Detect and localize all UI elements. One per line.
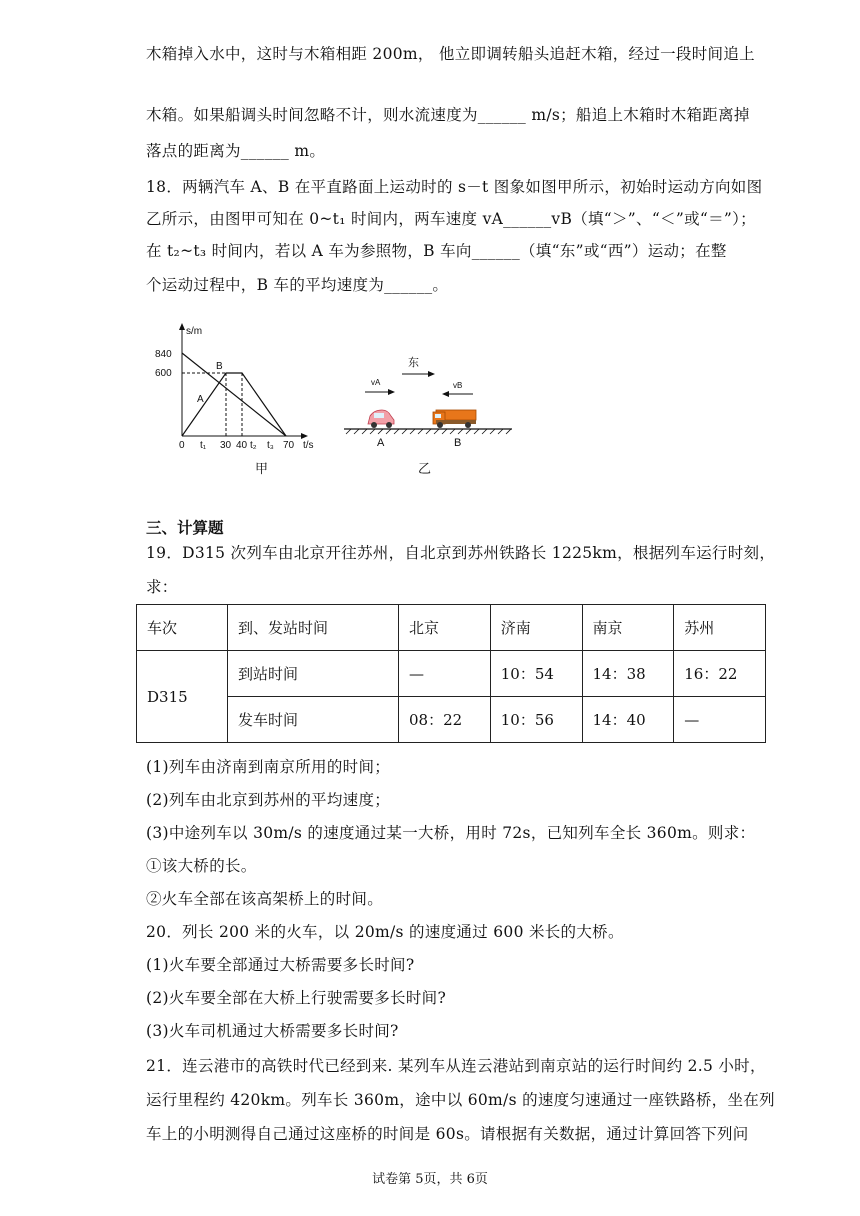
car-b-label: B	[454, 437, 462, 449]
q19-part-2: (2)列车由北京到苏州的平均速度；	[146, 791, 391, 809]
car-a-icon	[368, 410, 394, 428]
timetable	[136, 604, 766, 743]
table-header-cell: 苏州	[674, 605, 766, 651]
q19-line-2: 求：	[146, 578, 178, 596]
q18-line-1: 18．两辆汽车 A、B 在平直路面上运动时的 s－t 图象如图甲所示，初始时运动方向如图	[146, 178, 763, 196]
y-axis-label: s/m	[186, 326, 203, 337]
x-tick-0: 0	[179, 440, 185, 451]
q19-part-1: (1)列车由济南到南京所用的时间；	[146, 758, 391, 776]
q19-part-5: ②火车全部在该高架桥上的时间。	[146, 890, 384, 908]
q19-part-4: ①该大桥的长。	[146, 857, 257, 875]
table-row	[137, 697, 766, 743]
page-footer: 试卷第 5页，共 6页	[372, 1172, 488, 1187]
label-B: B	[216, 361, 223, 372]
q21-line-2: 运行里程约 420km。列车长 360m，途中以 60m/s 的速度匀速通过一座铁路桥，坐在列	[146, 1091, 775, 1109]
table-cell: 到站时间	[228, 651, 399, 697]
table-cell: 08：22	[399, 697, 491, 743]
q19-line-1: 19．D315 次列车由北京开往苏州，自北京到苏州铁路长 1225km，根据列车运行时刻，	[146, 544, 776, 562]
table-header-row	[137, 605, 766, 651]
table-header-cell: 济南	[490, 605, 582, 651]
q19-part-3: (3)中途列车以 30m/s 的速度通过某一大桥，用时 72s，已知列车全长 360m。则求：	[146, 824, 756, 842]
table-header-cell: 北京	[399, 605, 491, 651]
caption-jia: 甲	[255, 462, 269, 477]
q20-line-3: (2)火车要全部在大桥上行驶需要多长时间?	[146, 989, 447, 1007]
va-label: vA	[371, 378, 381, 387]
table-cell: 14：38	[582, 651, 674, 697]
table-header-cell: 南京	[582, 605, 674, 651]
x-tick-70: 70	[283, 440, 295, 451]
table-header-cell: 到、发站时间	[228, 605, 399, 651]
x-tick-30: 30	[220, 440, 232, 451]
table-cell: 10：56	[490, 697, 582, 743]
table-cell: 发车时间	[228, 697, 399, 743]
q18-line-2: 乙所示，由图甲可知在 0~t₁ 时间内，两车速度 vA______vB（填“＞”、“＜”或“＝”）；	[146, 210, 756, 228]
caption-yi: 乙	[418, 462, 432, 477]
x-tick-t2: t₂	[250, 440, 257, 451]
truck-b-icon	[433, 410, 476, 428]
table-row	[137, 651, 766, 697]
q17-line-1: 木箱掉入水中，这时与木箱相距 200m， 他立即调转船头追赶木箱，经过一段时间追上	[146, 45, 755, 63]
q21-line-1: 21．连云港市的高铁时代已经到来. 某列车从连云港站到南京站的运行时间约 2.5 小时，	[146, 1057, 766, 1075]
table-cell: 10：54	[490, 651, 582, 697]
q18-line-4: 个运动过程中，B 车的平均速度为______。	[146, 276, 449, 294]
table-cell: 14：40	[582, 697, 674, 743]
road-hatch	[346, 429, 511, 434]
label-A: A	[197, 394, 204, 405]
q20-line-2: (1)火车要全部通过大桥需要多长时间?	[146, 956, 415, 974]
table-header-cell: 车次	[137, 605, 228, 651]
section-title: 三、计算题	[146, 519, 224, 537]
y-axis-arrow	[179, 323, 185, 330]
q18-line-3: 在 t₂~t₃ 时间内，若以 A 车为参照物，B 车向______（填“东”或“西”）运动；在整	[146, 242, 727, 260]
x-tick-t1: t₁	[200, 440, 207, 451]
q17-line-2: 木箱。如果船调头时间忽略不计，则水流速度为______ m/s；船追上木箱时木箱距离掉	[146, 106, 750, 124]
st-graph-figure	[150, 320, 330, 460]
y-tick-600: 600	[155, 368, 172, 379]
table-cell: —	[399, 651, 491, 697]
x-tick-t3: t₃	[267, 440, 274, 451]
table-cell: —	[674, 697, 766, 743]
x-axis-label: t/s	[303, 440, 314, 451]
q21-line-3: 车上的小明测得自己通过这座桥的时间是 60s。请根据有关数据，通过计算回答下列问	[146, 1125, 749, 1143]
x-axis-arrow	[301, 433, 308, 439]
y-tick-840: 840	[155, 349, 172, 360]
cars-figure	[340, 350, 520, 450]
x-tick-40: 40	[236, 440, 248, 451]
q20-line-4: (3)火车司机通过大桥需要多长时间?	[146, 1022, 399, 1040]
q20-line-1: 20．列长 200 米的火车，以 20m/s 的速度通过 600 米长的大桥。	[146, 923, 624, 941]
train-number-cell: D315	[137, 651, 228, 743]
east-label: 东	[408, 357, 419, 369]
car-a-label: A	[377, 437, 385, 449]
vb-label: vB	[453, 381, 463, 390]
table-cell: 16：22	[674, 651, 766, 697]
q17-line-3: 落点的距离为______ m。	[146, 142, 326, 160]
